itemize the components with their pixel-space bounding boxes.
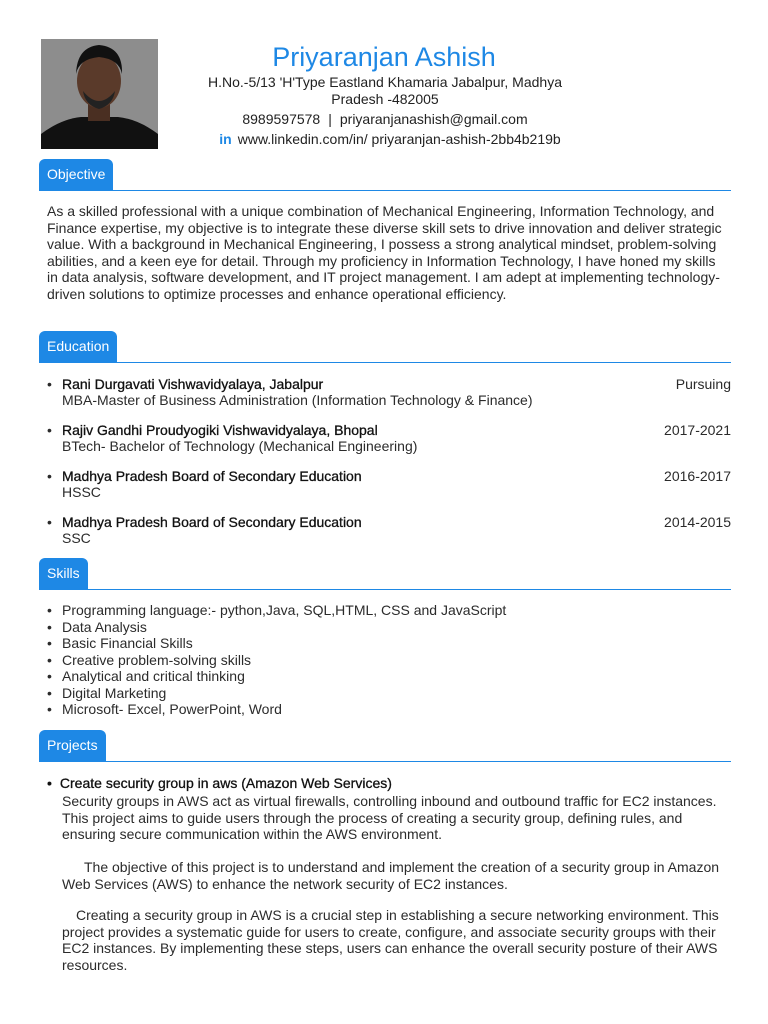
project-title: • Create security group in aws (Amazon Web Services) [47, 775, 392, 791]
section-divider [39, 190, 731, 191]
education-item [47, 514, 731, 560]
section-title: Education [39, 331, 117, 363]
education-item [47, 422, 731, 468]
date: 2017-2021 [664, 422, 731, 438]
phone-number: 8989597578 [242, 111, 321, 127]
degree: BTech- Bachelor of Technology (Mechanical Engineering) [62, 438, 418, 454]
institution: Madhya Pradesh Board of Secondary Education [62, 468, 362, 484]
skill-item: • Creative problem-solving skills [47, 652, 727, 669]
skill-item: • Microsoft- Excel, PowerPoint, Word [47, 701, 727, 718]
section-skills [39, 558, 731, 590]
section-education [39, 331, 731, 363]
project-paragraph: Creating a security group in AWS is a crucial step in establishing a secure networking environment. This project provides a systematic guide for users to create, configure, and associate security groups with their EC2 instances. By implementing these steps, users can enhance the overall security posture of their AWS resources. [62, 907, 719, 973]
education-item [47, 376, 731, 422]
institution: Madhya Pradesh Board of Secondary Education [62, 514, 362, 530]
project-paragraph: The objective of this project is to understand and implement the creation of a security group in Amazon Web Services (AWS) to enhance the network security of EC2 instances. [62, 859, 720, 892]
education-list [47, 376, 731, 560]
section-divider [39, 589, 731, 590]
degree: HSSC [62, 484, 101, 500]
section-title: Projects [39, 730, 106, 762]
institution: Rani Durgavati Vishwavidyalaya, Jabalpur [62, 376, 324, 392]
bullet-icon: • [47, 775, 52, 791]
linkedin-icon: in [219, 131, 232, 147]
section-projects [39, 730, 731, 762]
objective-text: As a skilled professional with a unique combination of Mechanical Engineering, Information Technology, and Finance expertise, my objective is to integrate these diverse skill sets to drive innovation and deliver strategic value. With a background in Mechanical Engineering, I possess a strong analytical mindset, problem-solving abilities, and a keen eye for detail. Through my proficiency in Information Technology, I have honed my skills in data analysis, software development, and IT project management. I am adept at implementing technology-driven solutions to optimize processes and enhance operational efficiency. [47, 203, 722, 302]
section-objective [39, 159, 731, 191]
education-item [47, 468, 731, 514]
date: 2016-2017 [664, 468, 731, 484]
bullet-icon: • [47, 376, 52, 392]
bullet-icon: • [47, 468, 52, 484]
bullet-icon: • [47, 514, 52, 530]
address: H.No.-5/13 'H'Type Eastland Khamaria Jabalpur, Madhya Pradesh -482005 [208, 74, 562, 107]
date: 2014-2015 [664, 514, 731, 530]
skills-list [47, 602, 727, 718]
section-divider [39, 761, 731, 762]
email-link[interactable]: priyaranjanashish@gmail.com [339, 111, 528, 127]
bullet-icon: • [47, 422, 52, 438]
candidate-name: Priyaranjan Ashish [272, 42, 496, 72]
skill-item: • Digital Marketing [47, 685, 727, 702]
separator: | [328, 111, 332, 127]
skill-item: • Programming language:- python,Java, SQL,HTML, CSS and JavaScript [47, 602, 727, 619]
section-divider [39, 362, 731, 363]
skill-item: • Data Analysis [47, 619, 727, 636]
institution: Rajiv Gandhi Proudyogiki Vishwavidyalaya, Bhopal [62, 422, 378, 438]
degree: MBA-Master of Business Administration (Information Technology & Finance) [62, 392, 533, 408]
degree: SSC [62, 530, 91, 546]
linkedin-link[interactable]: www.linkedin.com/in/ priyaranjan-ashish-2bb4b219b [237, 131, 561, 147]
skill-item: • Basic Financial Skills [47, 635, 727, 652]
skill-item: • Analytical and critical thinking [47, 668, 727, 685]
section-title: Skills [39, 558, 88, 590]
section-title: Objective [39, 159, 113, 191]
linkedin-line [190, 131, 590, 147]
date: Pursuing [675, 376, 731, 392]
contact-line [190, 111, 580, 127]
project-paragraph: Security groups in AWS act as virtual firewalls, controlling inbound and outbound traffic for EC2 instances. This project aims to guide users through the process of creating a security group, defining rules, and ensuring secure communication within the AWS environment. [62, 793, 717, 842]
